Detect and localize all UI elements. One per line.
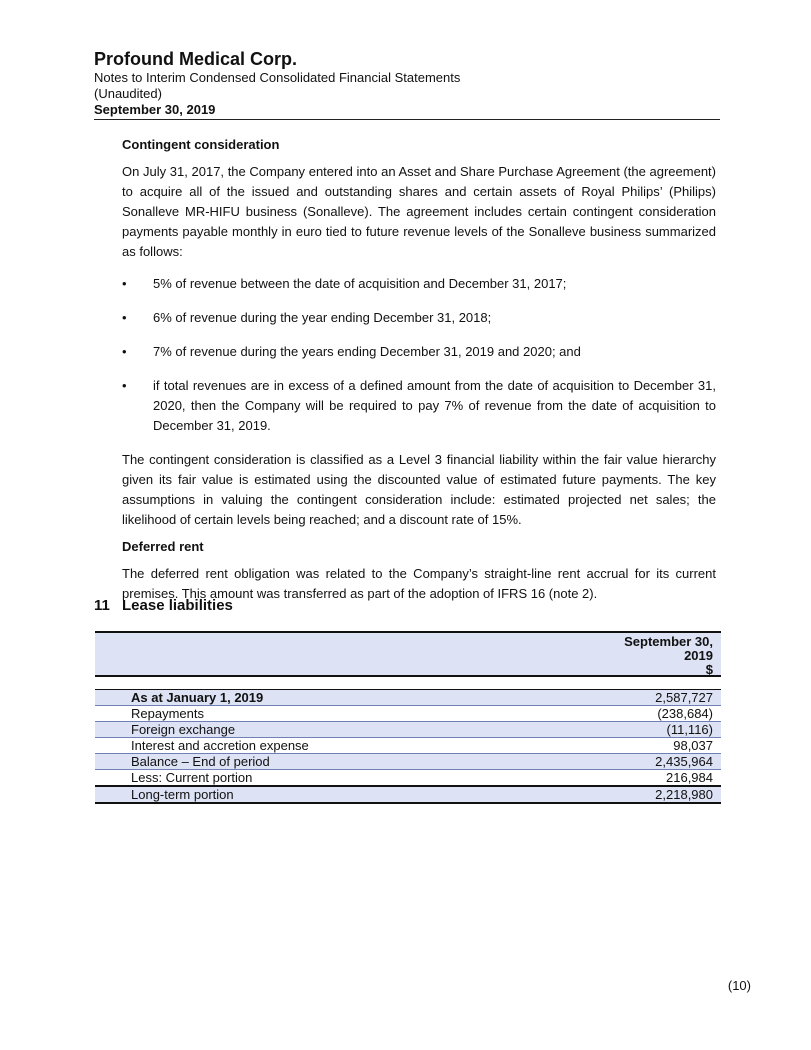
list-item: • if total revenues are in excess of a defined amount from the date of acquisition to December 31, 2020, then the Company will be required to pay 7% of revenue from the date of acquisition to December 31, 2019.	[122, 378, 716, 433]
deferred-rent-heading: Deferred rent	[122, 539, 204, 554]
section-11-heading	[94, 596, 233, 616]
list-item: • 7% of revenue during the years ending December 31, 2019 and 2020; and	[122, 342, 716, 362]
notes-body	[122, 136, 716, 604]
bullet-icon: •	[122, 276, 127, 291]
table-row: Long-term portion 2,218,980	[95, 787, 721, 804]
table-row: Interest and accretion expense 98,037	[95, 738, 721, 754]
contingent-paragraph-1: On July 31, 2017, the Company entered into an Asset and Share Purchase Agreement (the agreement) to acquire all of the issued and outstanding shares and certain assets of Royal Philips’ (Philips) Sonalleve MR-HIFU business (Sonalleve). The agreement includes certain contingent consideration payments payable monthly in euro tied to future revenue levels of the Sonalleve business summarized as follows:	[122, 164, 716, 259]
table-row: Repayments (238,684)	[95, 706, 721, 722]
table-row: Less: Current portion 216,984	[95, 770, 721, 787]
bullet-icon: •	[122, 310, 127, 325]
contingent-paragraph-2: The contingent consideration is classified as a Level 3 financial liability within the fair value hierarchy given its fair value is estimated using the discounted value of estimated future payments. The key assumptions in valuing the contingent consideration include: estimated projected net sales; the likelihood of certain levels being reached; and a discount rate of 15%.	[122, 452, 716, 527]
header-divider	[94, 119, 720, 120]
table-row: Foreign exchange (11,116)	[95, 722, 721, 738]
section-number: 11	[94, 597, 110, 614]
document-header	[94, 48, 720, 118]
unaudited-label: (Unaudited)	[94, 86, 162, 101]
table-row: Balance – End of period 2,435,964	[95, 754, 721, 770]
list-item: • 5% of revenue between the date of acquisition and December 31, 2017;	[122, 274, 716, 294]
deferred-rent-paragraph: The deferred rent obligation was related to the Company’s straight-line rent accrual for its current premises. This amount was transferred as part of the adoption of IFRS 16 (note 2).	[122, 566, 716, 601]
lease-liabilities-table	[95, 631, 721, 804]
section-title: Lease liabilities	[122, 597, 233, 614]
table-header	[95, 631, 721, 677]
bullet-icon: •	[122, 344, 127, 359]
document-title: Notes to Interim Condensed Consolidated Financial Statements	[94, 70, 461, 85]
column-header: September 30, 2019 $	[624, 634, 713, 677]
company-name: Profound Medical Corp.	[94, 49, 298, 69]
revenue-bullet-list	[122, 274, 716, 436]
period-date: September 30, 2019	[94, 102, 216, 117]
table-row: As at January 1, 2019 2,587,727	[95, 690, 721, 706]
contingent-heading: Contingent consideration	[122, 137, 280, 152]
page-number: (10)	[727, 978, 751, 993]
list-item: • 6% of revenue during the year ending December 31, 2018;	[122, 308, 716, 328]
bullet-icon: •	[122, 378, 127, 393]
